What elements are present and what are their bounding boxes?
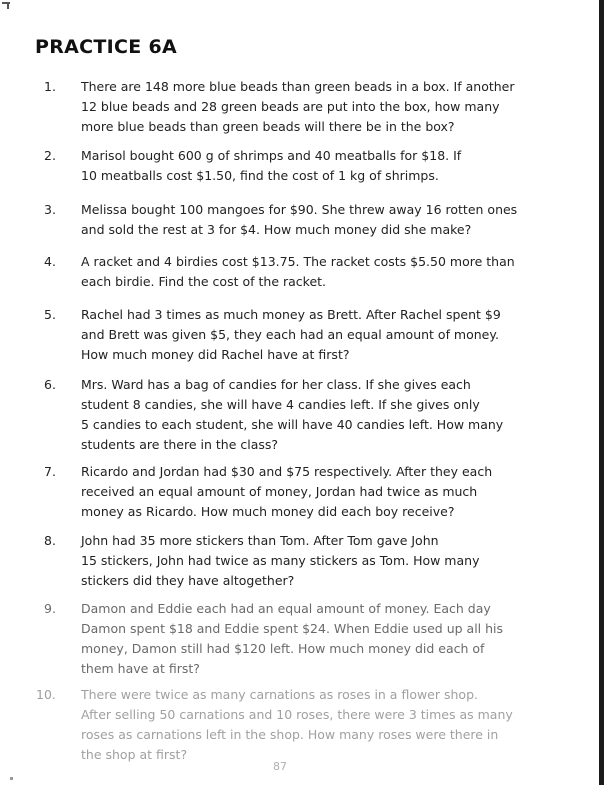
problem-number: 3. <box>44 202 56 217</box>
problem-number: 8. <box>44 533 56 548</box>
problem-text <box>81 462 551 522</box>
problem-line: more blue beads than green beads will there be in the box? <box>81 119 455 134</box>
problem-line: Mrs. Ward has a bag of candies for her class. If she gives each <box>81 377 471 392</box>
problem-text <box>81 200 551 240</box>
problem-line: A racket and 4 birdies cost $13.75. The racket costs $5.50 more than <box>81 254 515 269</box>
page-edge-shadow <box>599 0 604 785</box>
problem-line: How much money did Rachel have at first? <box>81 347 350 362</box>
problem-line: stickers did they have altogether? <box>81 573 295 588</box>
problem-text <box>81 146 551 186</box>
problem-text <box>81 685 551 765</box>
problem-line: students are there in the class? <box>81 437 279 452</box>
problem-line: There were twice as many carnations as roses in a flower shop. <box>81 687 478 702</box>
problem-line: 12 blue beads and 28 green beads are put into the box, how many <box>81 99 500 114</box>
problem-line: roses as carnations left in the shop. How many roses were there in <box>81 727 499 742</box>
problem-number: 10. <box>36 687 56 702</box>
problem-text <box>81 599 551 679</box>
problem-text <box>81 252 551 292</box>
problem-line: Melissa bought 100 mangoes for $90. She threw away 16 rotten ones <box>81 202 518 217</box>
problem-line: and Brett was given $5, they each had an equal amount of money. <box>81 327 499 342</box>
bottom-mark <box>10 777 13 780</box>
problem-text <box>81 305 551 365</box>
problem-line: 5 candies to each student, she will have 40 candies left. How many <box>81 417 504 432</box>
problem-line: There are 148 more blue beads than green beads in a box. If another <box>81 79 515 94</box>
problem-text <box>81 375 551 455</box>
problem-line: Marisol bought 600 g of shrimps and 40 meatballs for $18. If <box>81 148 462 163</box>
problem-number: 4. <box>44 254 56 269</box>
problem-line: 10 meatballs cost $1.50, find the cost of 1 kg of shrimps. <box>81 168 439 183</box>
problem-line: money, Damon still had $120 left. How much money did each of <box>81 641 485 656</box>
page-number: 87 <box>273 760 287 773</box>
problem-line: student 8 candies, she will have 4 candies left. If she gives only <box>81 397 480 412</box>
problem-line: money as Ricardo. How much money did each boy receive? <box>81 504 455 519</box>
page-title: PRACTICE 6A <box>35 36 177 58</box>
problem-line: the shop at first? <box>81 747 188 762</box>
problem-number: 9. <box>44 601 56 616</box>
problem-line: Damon and Eddie each had an equal amount of money. Each day <box>81 601 491 616</box>
problem-number: 1. <box>44 79 56 94</box>
problem-line: Ricardo and Jordan had $30 and $75 respectively. After they each <box>81 464 493 479</box>
problem-line: them have at first? <box>81 661 200 676</box>
problem-number: 5. <box>44 307 56 322</box>
problem-line: 15 stickers, John had twice as many stickers as Tom. How many <box>81 553 480 568</box>
problem-number: 2. <box>44 148 56 163</box>
problem-line: Damon spent $18 and Eddie spent $24. When Eddie used up all his <box>81 621 504 636</box>
corner-mark <box>2 2 10 9</box>
problem-number: 7. <box>44 464 56 479</box>
problem-line: John had 35 more stickers than Tom. After Tom gave John <box>81 533 439 548</box>
problem-line: each birdie. Find the cost of the racket. <box>81 274 327 289</box>
problem-line: After selling 50 carnations and 10 roses, there were 3 times as many <box>81 707 513 722</box>
problem-number: 6. <box>44 377 56 392</box>
problem-line: Rachel had 3 times as much money as Brett. After Rachel spent $9 <box>81 307 501 322</box>
problem-line: received an equal amount of money, Jordan had twice as much <box>81 484 478 499</box>
problem-text <box>81 77 551 137</box>
problem-line: and sold the rest at 3 for $4. How much money did she make? <box>81 222 472 237</box>
problem-text <box>81 531 551 591</box>
